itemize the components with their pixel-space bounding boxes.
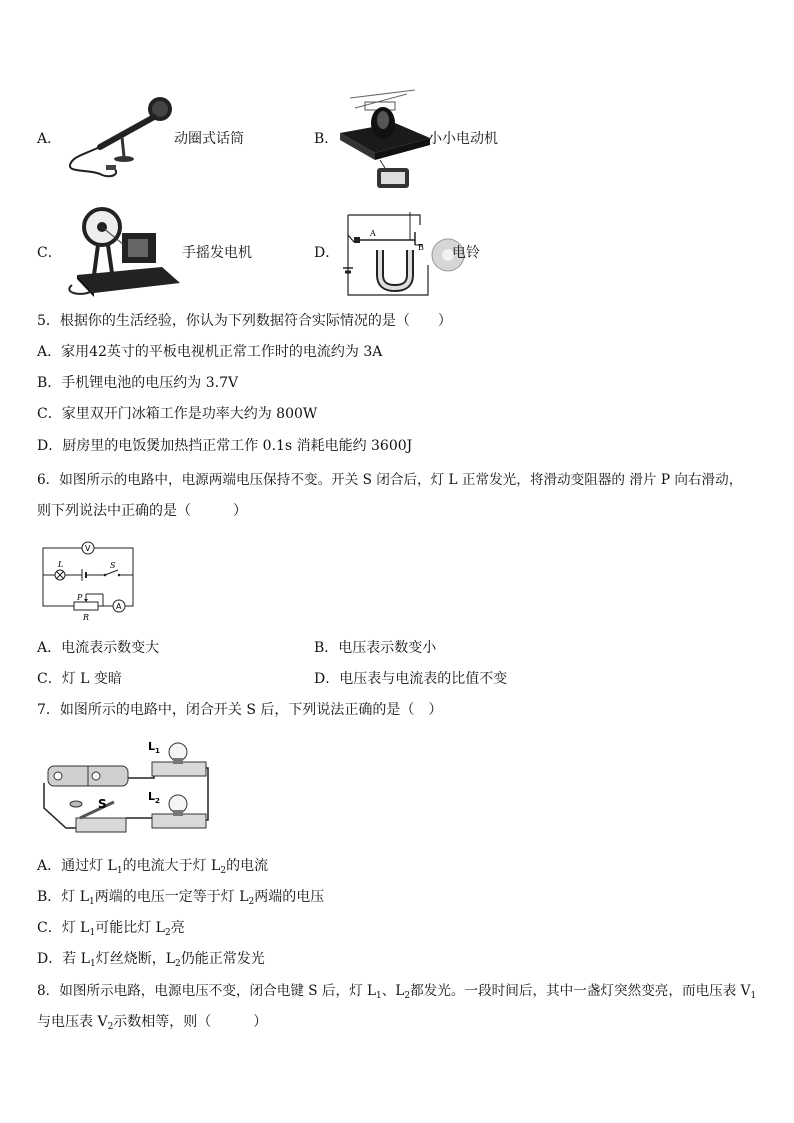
circuit-diagram <box>38 538 138 622</box>
switch-label: S <box>110 561 116 570</box>
option-d: D．若 $L_1$灯丝烧断，$L_2$仍能正常发光 <box>37 951 265 969</box>
option-b: B．手机锂电池的电压约为 3.7V <box>37 375 239 391</box>
slider-label: P <box>77 593 83 602</box>
microphone-image <box>62 95 177 185</box>
option-letter: D． <box>314 245 340 261</box>
option-c: C．灯 L 变暗 <box>37 671 122 687</box>
option-letter: A． <box>37 131 62 147</box>
option-c: C．灯 $L_1$可能比灯 $L_2$亮 <box>37 920 185 938</box>
lamp-label: L <box>58 560 64 569</box>
option-b: B．灯 $L_1$两端的电压一定等于灯 $L_2$两端的电压 <box>37 889 325 907</box>
question-stem-line2: 则下列说法中正确的是（ ） <box>37 503 247 519</box>
l1-label: $L_1$ <box>148 740 160 755</box>
electric-motor-image <box>335 88 430 193</box>
label-b: B <box>418 243 424 252</box>
option-c: C．家里双开门冰箱工作是功率大约为 800W <box>37 406 318 422</box>
question-stem: 5．根据你的生活经验，你认为下列数据符合实际情况的是（ ） <box>37 313 452 329</box>
option-a: A．家用42英寸的平板电视机正常工作时的电流约为 3A <box>37 344 383 360</box>
switch-label: S <box>98 797 107 811</box>
rheostat-label: R <box>83 613 90 622</box>
question-stem-line1: 6．如图所示的电路中，电源两端电压保持不变。开关 S 闭合后，灯 L 正常发光，将滑动变阻器的 滑片 P 向右滑动， <box>37 472 743 488</box>
circuit-photo-figure <box>36 738 216 838</box>
option-caption: 手摇发电机 <box>182 245 252 261</box>
option-a: A．通过灯 $L_1$的电流大于灯 $L_2$的电流 <box>37 858 269 876</box>
option-d: D．厨房里的电饭煲加热挡正常工作 0.1s 消耗电能约 3600J <box>37 438 413 454</box>
question-stem-line1: 8．如图所示电路，电源电压不变，闭合电键 S 后，灯 $L_1$、$L_2$都发光。一段时间后，其中一盏灯突然变亮，而电压表 $V_1$ <box>37 983 757 1001</box>
option-d: D．电压表与电流表的比值不变 <box>314 671 508 687</box>
option-letter: C． <box>37 245 62 261</box>
question-stem: 7．如图所示的电路中，闭合开关 S 后，下列说法正确的是（ ） <box>37 702 443 718</box>
label-a: A <box>370 229 376 238</box>
option-caption: 小小电动机 <box>428 131 498 147</box>
option-letter: B． <box>314 131 339 147</box>
l2-label: $L_2$ <box>148 790 160 805</box>
option-b: B．电压表示数变小 <box>314 640 437 656</box>
option-a: A．电流表示数变大 <box>37 640 160 656</box>
ammeter-label: A <box>116 602 122 611</box>
voltmeter-label: V <box>85 544 91 553</box>
option-caption: 动圈式话筒 <box>174 131 244 147</box>
option-caption: 电铃 <box>452 245 480 261</box>
question-stem-line2: 与电压表 $V_2$示数相等，则（ ） <box>37 1014 268 1032</box>
hand-generator-image <box>62 205 182 300</box>
